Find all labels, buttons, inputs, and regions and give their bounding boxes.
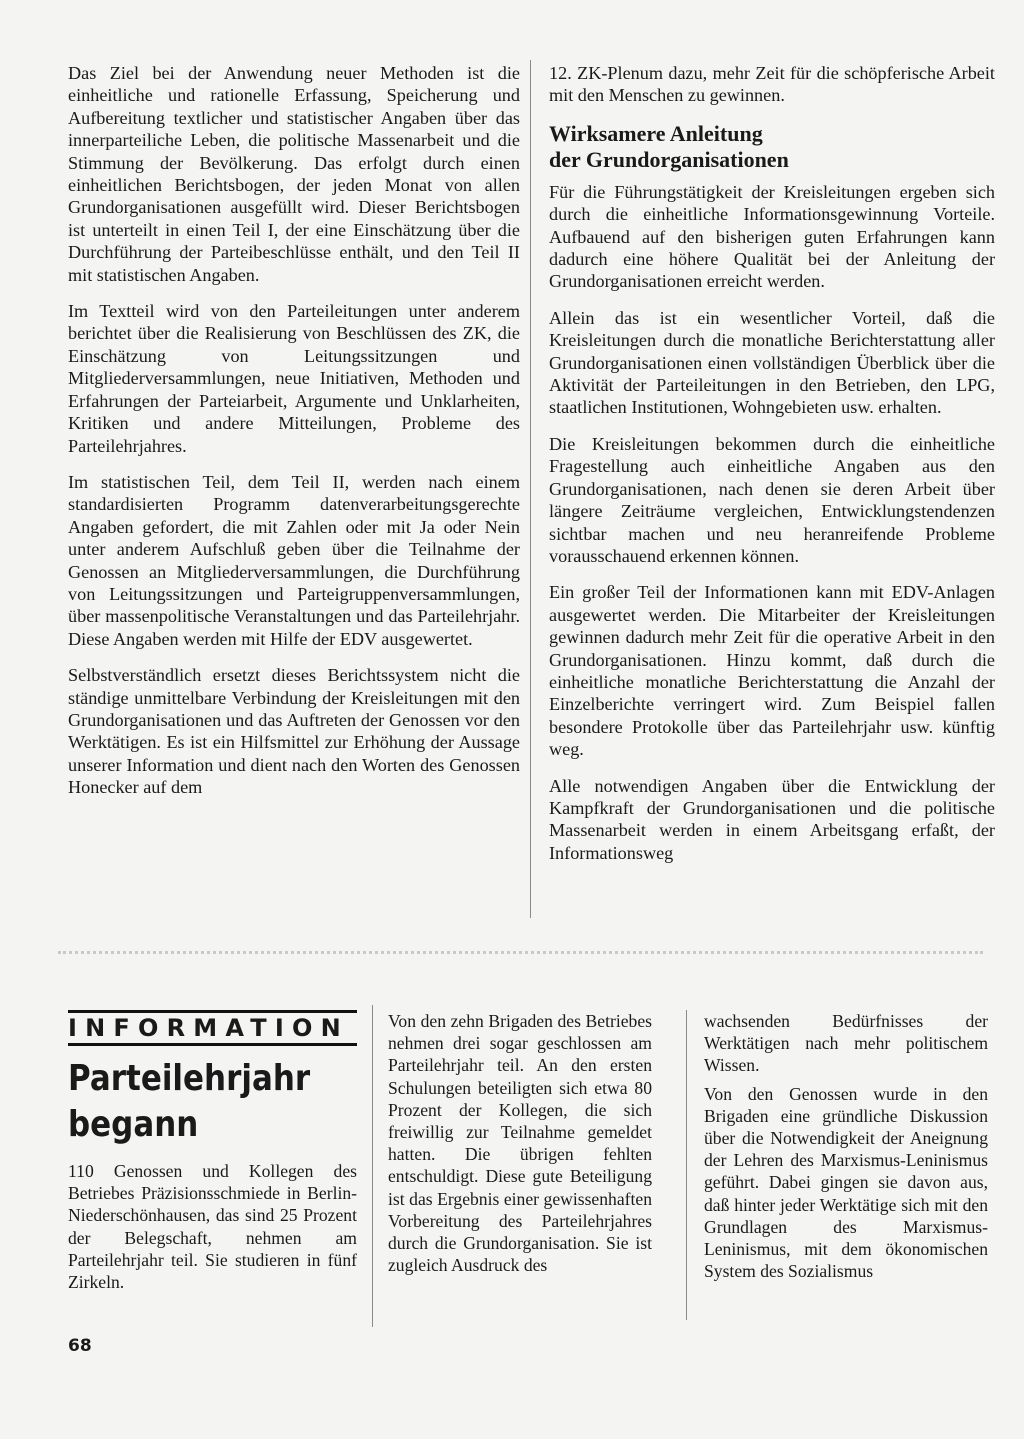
column-divider	[530, 60, 531, 918]
paragraph: Im Textteil wird von den Parteileitungen unter anderem berichtet über die Realisierung von Beschlüssen des ZK, die Einschätzung von Leitungssitzungen und Mitgliederversammlungen, neue Initiativen, Methoden und Erfahrungen der Parteiarbeit, Argumente und Unklarheiten, Kritiken und andere Mitteilungen, Probleme des Parteilehrjahres.	[68, 301, 520, 456]
article-headline	[68, 1056, 317, 1148]
section-heading-line: der Grundorganisationen	[549, 146, 789, 172]
paragraph: Allein das ist ein wesentlicher Vorteil, daß die Kreisleitungen durch die monatliche Berichterstattung aller Grundorganisationen einen vollständigen Überblick über die Aktivität der Parteileitungen in den Betrieben, den LPG, staatlichen Institutionen, Wohngebieten usw. erhalten.	[549, 307, 995, 418]
paragraph: Die Kreisleitungen bekommen durch die einheitliche Fragestellung auch einheitliche Angaben aus den Grundorganisationen, nach denen sie deren Arbeit über längere Zeiträume vergleichen, Entwicklungstendenzen sichtbar machen und neu heranreifende Probleme vorausschauend erkennen können.	[549, 433, 995, 566]
column-divider	[372, 1005, 373, 1327]
information-column	[68, 1010, 357, 1299]
information-column-middle	[388, 1010, 652, 1282]
headline-line: Parteilehrjahr	[68, 1058, 311, 1099]
section-heading-line: Wirksamere Anleitung	[549, 120, 763, 146]
paragraph: Selbstverständlich ersetzt dieses Berichtssystem nicht die ständige unmittelbare Verbindung der Kreisleitungen mit den Grundorganisationen und das Auftreten der Genossen vor den Werktätigen. Es ist ein Hilfsmittel zur Erhöhung der Aussage unserer Information und dient nach den Worten des Genossen Honecker auf dem	[68, 665, 520, 798]
paragraph: 110 Genossen und Kollegen des Betriebes Präzisionsschmiede in Berlin-Niederschönhausen, das sind 25 Prozent der Belegschaft, nehmen am Parteilehrjahr teil. Sie studieren in fünf Zirkeln.	[68, 1161, 357, 1293]
paragraph: 12. ZK-Plenum dazu, mehr Zeit für die schöpferische Arbeit mit den Menschen zu gewinnen.	[549, 63, 995, 106]
page-number: 68	[68, 1336, 92, 1356]
paragraph: Für die Führungstätigkeit der Kreisleitungen ergeben sich durch die einheitliche Informationsgewinnung Vorteile. Aufbauend auf den bisherigen guten Erfahrungen kann dadurch eine höhere Qualität bei der Anleitung der Grundorganisationen erreicht werden.	[549, 181, 995, 292]
paragraph: Von den zehn Brigaden des Betriebes nehmen drei sogar geschlossen am Parteilehrjahr teil. An den ersten Schulungen beteiligten sich etwa 80 Prozent der Kollegen, die sich freiwillig zur Teilnahme gemeldet hatten. Die übrigen fehlten entschuldigt. Diese gute Beteiligung ist das Ergebnis einer gewissenhaften Vorbereitung des Parteilehrjahres durch die Grundorganisation. Sie ist zugleich Ausdruck des	[388, 1011, 652, 1276]
article-column-right	[549, 62, 995, 864]
section-heading	[549, 121, 995, 173]
paragraph: Von den Genossen wurde in den Brigaden eine gründliche Diskussion über die Notwendigkeit der Aneignung der Lehren des Marxismus-Leninismus geführt. Dabei gingen sie davon aus, daß hinter jeder Werktätige sich mit den Grundlagen des Marxismus-Leninismus, mit dem ökonomischen System des Sozialismus	[704, 1083, 988, 1282]
headline-line: begann	[68, 1104, 199, 1145]
information-banner: INFORMATION	[68, 1010, 357, 1046]
paragraph: Ein großer Teil der Informationen kann mit EDV-Anlagen ausgewertet werden. Die Mitarbeiter der Kreisleitungen gewinnen dadurch mehr Zeit für die operative Arbeit in den Grundorganisationen. Hinzu kommt, daß durch die einheitliche monatliche Berichterstattung die Anzahl der Einzelberichte verringert wird. Zum Beispiel fallen besondere Protokolle über das Parteilehrjahr usw. künftig weg.	[549, 582, 995, 760]
section-divider	[58, 951, 983, 954]
paragraph: Alle notwendigen Angaben über die Entwicklung der Kampfkraft der Grundorganisationen und die politische Massenarbeit werden in einem Arbeitsgang erfaßt, der Informationsweg	[549, 775, 995, 863]
paragraph: Im statistischen Teil, dem Teil II, werden nach einem standardisierten Programm datenverarbeitungsgerechte Angaben gefordert, die mit Zahlen oder mit Ja oder Nein unter anderem Aufschluß geben über die Teilnahme der Genossen an Mitgliederversammlungen, die Durchführung von Leitungssitzungen und Parteigruppenversammlungen, über massenpolitische Veranstaltungen und das Parteilehrjahr. Diese Angaben werden mit Hilfe der EDV ausgewertet.	[68, 471, 520, 649]
information-column-right	[704, 1010, 988, 1288]
paragraph: Das Ziel bei der Anwendung neuer Methoden ist die einheitliche und rationelle Erfassung, Speicherung und Aufbereitung textlicher und statistischer Angaben über das innerparteiliche Leben, die politische Massenarbeit und die Stimmung der Bevölkerung. Das erfolgt durch einen einheitlichen Berichtsbogen, der jeden Monat von allen Grundorganisationen ausgefüllt wird. Dieser Berichtsbogen ist unterteilt in einen Teil I, der eine Einschätzung über die Durchführung der Parteibeschlüsse enthält, und den Teil II mit statistischen Angaben.	[68, 63, 520, 285]
article-column-left	[68, 62, 520, 799]
paragraph: wachsenden Bedürfnisses der Werktätigen nach mehr politischem Wissen.	[704, 1011, 988, 1076]
column-divider	[686, 1010, 687, 1320]
